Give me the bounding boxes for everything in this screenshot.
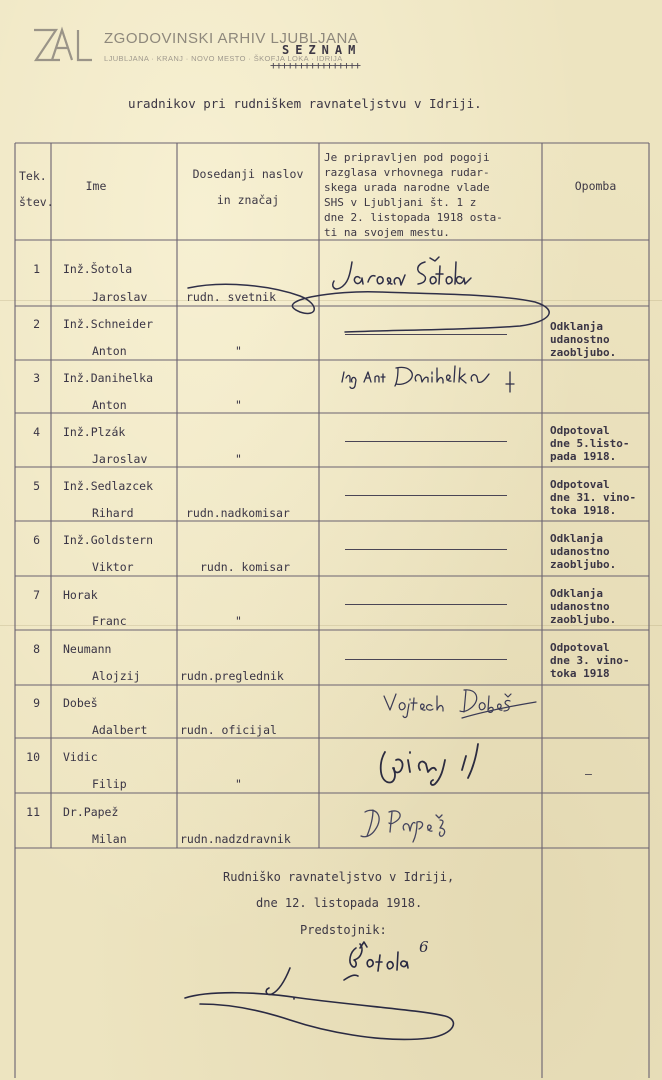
row-title: rudn. oficijal [180, 723, 277, 737]
header-title-line: in značaj [216, 193, 280, 207]
row-number: 1 [33, 262, 40, 276]
row-surname: Inž.Šotola [63, 262, 133, 276]
row-remark: Odpotoval dne 31. vino- toka 1918. [550, 478, 637, 517]
header-title-line: Dosedanji naslov [192, 167, 304, 181]
row-remark: Odklanja udanostno zaobljubo. [550, 320, 617, 359]
row-surname: Dobeš [63, 696, 98, 710]
row-given-name: Alojzij [92, 669, 141, 683]
row-remark: — [585, 767, 592, 781]
header-declaration-line: Je pripravljen pod pogoji [324, 151, 490, 164]
archive-subtitle: LJUBLJANA · KRANJ · NOVO MESTO · ŠKOFJA LOKA · IDRIJA [104, 54, 343, 63]
header-declaration-line: razglasa vrhovnega rudar- [324, 166, 490, 179]
heading-underline: ++++++++++++++++ [270, 59, 360, 72]
header-declaration-line: ti na svojem mestu. [324, 226, 450, 239]
row-remark: Odklanja udanostno zaobljubo. [550, 587, 617, 626]
signature-dobes [384, 690, 536, 718]
signature-danihelka [342, 366, 514, 392]
header-remark: Opomba [574, 179, 617, 193]
row-surname: Inž.Danihelka [63, 371, 154, 385]
row-title: " [235, 344, 242, 358]
row-title: rudn. svetnik [186, 290, 277, 304]
signature-papez [361, 810, 445, 842]
row-surname: Inž.Sedlazcek [63, 479, 154, 493]
header-number-line: Tek. [19, 169, 47, 183]
row-number: 8 [33, 642, 40, 656]
header-declaration-line: SHS v Ljubljani št. 1 z [324, 196, 477, 209]
signature-vidic [381, 744, 478, 785]
footer-date: dne 12. listopada 1918. [256, 896, 423, 910]
row-given-name: Viktor [92, 560, 134, 574]
row-title: " [235, 398, 242, 412]
row-number: 6 [33, 533, 40, 547]
row-title: rudn.nadkomisar [186, 506, 290, 520]
row-title: " [235, 614, 242, 628]
row-number: 5 [33, 479, 40, 493]
row-given-name: Milan [92, 832, 127, 846]
row-surname: Vidic [63, 750, 98, 764]
row-given-name: Anton [92, 344, 127, 358]
row-number: 3 [33, 371, 40, 385]
row-title: rudn. komisar [200, 560, 291, 574]
row-given-name: Jaroslav [92, 290, 148, 304]
row-surname: Inž.Goldstern [63, 533, 154, 547]
row-number: 4 [33, 425, 40, 439]
row-number: 10 [26, 750, 40, 764]
header-name: Ime [85, 179, 107, 193]
row-given-name: Adalbert [92, 723, 148, 737]
row-surname: Horak [63, 588, 98, 602]
row-surname: Inž.Plzák [63, 425, 126, 439]
row-surname: Neumann [63, 642, 112, 656]
row-surname: Inž.Schneider [63, 317, 154, 331]
archive-title: ZGODOVINSKI ARHIV LJUBLJANA [104, 30, 359, 47]
row-title: " [235, 452, 242, 466]
row-number: 9 [33, 696, 40, 710]
signature-predstojnik [185, 942, 453, 1039]
row-given-name: Rihard [92, 506, 134, 520]
row-given-name: Jaroslav [92, 452, 148, 466]
row-given-name: Anton [92, 398, 127, 412]
row-number: 2 [33, 317, 40, 331]
row-title: rudn.nadzdravnik [180, 832, 291, 846]
signature-sotola [188, 257, 549, 332]
header-declaration-line: dne 2. listopada 1918 osta- [324, 211, 503, 224]
row-title: " [235, 777, 242, 791]
row-title: rudn.preglednik [180, 669, 284, 683]
header-declaration-line: skega urada narodne vlade [324, 181, 490, 194]
row-number: 11 [26, 805, 40, 819]
footer-role: Predstojnik: [300, 923, 387, 937]
header-number-line: štev. [19, 195, 54, 209]
row-given-name: Filip [92, 777, 127, 791]
row-number: 7 [33, 588, 40, 602]
footer-issuer: Rudniško ravnateljstvo v Idriji, [223, 870, 455, 884]
document-heading: SEZNAM [282, 43, 362, 57]
row-surname: Dr.Papež [63, 805, 119, 819]
row-remark: Odklanja udanostno zaobljubo. [550, 532, 617, 571]
document-subheading: uradnikov pri rudniškem ravnateljstvu v Idriji. [128, 96, 482, 111]
footer-handwritten-mark: 6 [419, 938, 429, 956]
row-remark: Odpotoval dne 5.listo- pada 1918. [550, 424, 630, 463]
row-remark: Odpotoval dne 3. vino- toka 1918 [550, 641, 630, 680]
row-given-name: Franc [92, 614, 127, 628]
